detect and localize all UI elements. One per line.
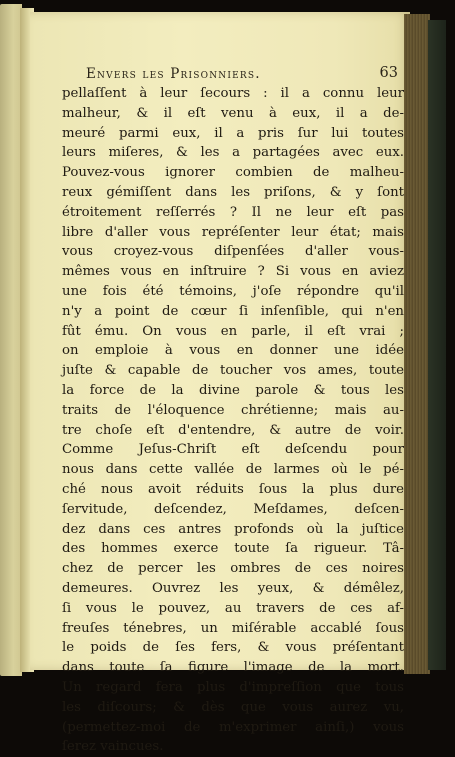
text-line: ſervitude, deſcendez, Meſdames, deſcen- — [62, 501, 404, 517]
text-line: nous dans cette vallée de larmes où le pé- — [62, 462, 404, 478]
text-line: traits de l'éloquence chrétienne; mais au- — [62, 402, 404, 418]
text-line: dans toute ſa figure l'image de la mort. — [62, 660, 404, 676]
text-line: juſte & capable de toucher vos ames, toute — [62, 363, 404, 379]
page-edges — [404, 14, 430, 674]
left-page-edge — [0, 4, 22, 676]
page-number: 63 — [379, 65, 398, 81]
text-line: dez dans ces antres profonds où la juſtice — [62, 521, 404, 537]
text-line: freuſes ténebres, un miſérable accablé ſous — [62, 620, 404, 636]
text-line: tre choſe eſt d'entendre, & autre de voir. — [62, 422, 404, 438]
text-line: fût ému. On vous en parle, il eſt vrai ; — [62, 323, 404, 339]
page-header — [86, 66, 404, 84]
text-line: ché nous avoit réduits ſous la plus dure — [62, 481, 404, 497]
running-title: Envers les Prisonniers. — [86, 66, 261, 82]
body-text — [62, 84, 404, 757]
text-line: demeures. Ouvrez les yeux, & démêlez, — [62, 580, 404, 596]
text-line: Pouvez-vous ignorer combien de malheu- — [62, 165, 404, 181]
text-line: leurs miſeres, & les a partagées avec eux. — [62, 145, 404, 161]
text-line: une fois été témoins, j'oſe répondre qu'il — [62, 283, 404, 299]
text-line: reux gémiſſent dans les priſons, & y ſont — [62, 184, 404, 200]
text-line: mêmes vous en inſtruire ? Si vous en aviez — [62, 264, 404, 280]
text-line: des hommes exerce toute ſa rigueur. Tâ- — [62, 541, 404, 557]
text-line: libre d'aller vous repréſenter leur état; mais — [62, 224, 404, 240]
text-line: malheur, & il eſt venu à eux, il a de- — [62, 105, 404, 121]
text-line: les diſcours; & dès que vous aurez vu, — [62, 699, 404, 715]
text-line: ſi vous le pouvez, au travers de ces af- — [62, 600, 404, 616]
text-line: la force de la divine parole & tous les — [62, 382, 404, 398]
book-cover-edge — [428, 20, 446, 670]
text-line: chez de percer les ombres de ces noires — [62, 561, 404, 577]
text-line: meuré parmi eux, il a pris ſur lui toutes — [62, 125, 404, 141]
text-line: (permettez-moi de m'exprimer ainſi,) vous — [62, 719, 404, 735]
text-line: ſerez vaincues. — [62, 739, 164, 755]
text-line: n'y a point de cœur ſi inſenſible, qui n'en — [62, 303, 404, 319]
text-line: Un regard fera plus d'impreſſion que tous — [62, 679, 404, 695]
text-line: pellaſſent à leur ſecours : il a connu leur — [62, 86, 404, 101]
text-line: vous croyez-vous diſpenſées d'aller vous- — [62, 244, 404, 260]
text-line: le poids de ſes fers, & vous préſentant — [62, 640, 404, 656]
text-line: on emploie à vous en donner une idée — [62, 343, 404, 359]
text-line: Comme Jeſus-Chriſt eſt deſcendu pour — [62, 442, 404, 458]
text-line: étroitement reſſerrés ? Il ne leur eſt pas — [62, 204, 404, 220]
